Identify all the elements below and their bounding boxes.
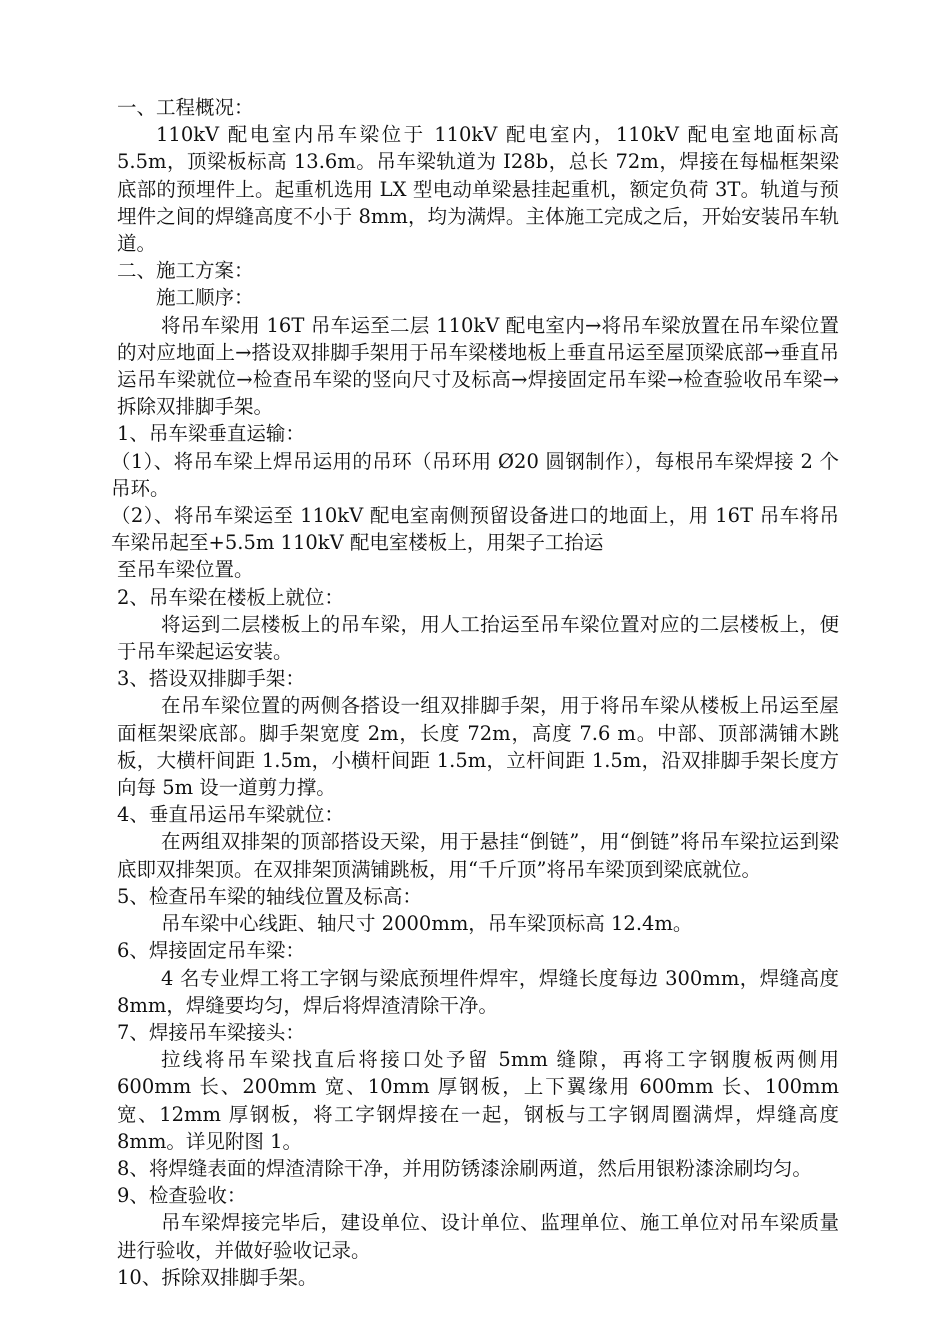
sequence-paragraph: 将吊车梁用 16T 吊车运至二层 110kV 配电室内→将吊车梁放置在吊车梁位置的对应地面上→搭设双排脚手架用于吊车梁楼地板上垂直吊运至屋顶梁底部→垂直吊运吊车梁就位→检查吊车梁的竖向尺寸及标高→焊接固定吊车梁→检查验收吊车梁→拆除双排脚手架。: [117, 313, 839, 419]
step-1-item-2: （2）、将吊车梁运至 110kV 配电室南侧预留设备进口的地面上，用 16T 吊车将吊车梁吊起至+5.5m 110kV 配电室楼板上，用架子工抬运: [111, 504, 839, 555]
step-3-paragraph: 在吊车梁位置的两侧各搭设一组双排脚手架，用于将吊车梁从楼板上吊运至屋面框架梁底部。脚手架宽度 2m，长度 72m，高度 7.6 m。中部、顶部满铺木跳板，大横杆间距 1.5m，小横杆间距 1.5m，立杆间距 1.5m，沿双排脚手架长度方向每 5m 设一道剪力撑。: [117, 694, 839, 800]
step-heading-5: 5、检查吊车梁的轴线位置及标高：: [117, 884, 422, 908]
step-4-paragraph: 在两组双排架的顶部搭设天梁，用于悬挂“倒链”，用“倒链”将吊车梁拉运到梁底即双排架顶。在双排架顶满铺跳板，用“千斤顶”将吊车梁顶到梁底就位。: [117, 830, 839, 881]
step-heading-3: 3、搭设双排脚手架：: [117, 667, 305, 691]
step-heading-1: 1、吊车梁垂直运输：: [117, 422, 305, 446]
step-8-paragraph: 8、将焊缝表面的焊渣清除干净，并用防锈漆涂刷两道，然后用银粉漆涂刷均匀。: [117, 1156, 812, 1180]
step-heading-10: 10、拆除双排脚手架。: [117, 1265, 318, 1289]
section-heading-overview: 一、工程概况：: [117, 96, 254, 119]
step-heading-2: 2、吊车梁在楼板上就位：: [117, 585, 344, 609]
step-5-paragraph: 吊车梁中心线距、轴尺寸 2000mm，吊车梁顶标高 12.4m。: [161, 912, 693, 936]
step-2-paragraph: 将运到二层楼板上的吊车梁，用人工抬运至吊车梁位置对应的二层楼板上，便于吊车梁起运安装。: [117, 612, 839, 664]
step-heading-6: 6、焊接固定吊车梁：: [117, 939, 305, 963]
step-7-paragraph: 拉线将吊车梁找直后将接口处予留 5mm 缝隙，再将工字钢腹板两侧用 600mm 长、200mm 宽、10mm 厚钢板，上下翼缘用 600mm 长、100mm 宽、12mm 厚钢板，将工字钢焊接在一起，钢板与工字钢周圈满焊，焊缝高度 8mm。详见附图 1。: [117, 1048, 839, 1153]
step-6-paragraph: 4 名专业焊工将工字钢与梁底预埋件焊牢，焊缝长度每边 300mm，焊缝高度 8mm，焊缝要均匀，焊后将焊渣清除干净。: [117, 966, 839, 1017]
section-heading-plan: 二、施工方案：: [117, 259, 254, 283]
overview-paragraph: 110kV 配电室内吊车梁位于 110kV 配电室内，110kV 配电室地面标高 5.5m，顶梁板标高 13.6m。吊车梁轨道为 I28b，总长 72m，焊接在每榀框架梁底部的预埋件上。起重机选用 LX 型电动单梁悬挂起重机，额定负荷 3T。轨道与预埋件之间的焊缝高度不小于 8mm，均为满焊。主体施工完成之后，开始安装吊车轨道。: [117, 123, 839, 256]
sequence-label: 施工顺序：: [156, 286, 254, 310]
step-9-paragraph: 吊车梁焊接完毕后，建设单位、设计单位、监理单位、施工单位对吊车梁质量进行验收，并做好验收记录。: [117, 1211, 839, 1262]
step-1-item-2-continuation: 至吊车梁位置。: [117, 558, 254, 582]
step-heading-9: 9、检查验收：: [117, 1184, 247, 1208]
step-heading-4: 4、垂直吊运吊车梁就位：: [117, 803, 344, 827]
step-heading-7: 7、焊接吊车梁接头：: [117, 1020, 305, 1044]
step-1-item-1: （1）、将吊车梁上焊吊运用的吊环（吊环用 Ø20 圆钢制作），每根吊车梁焊接 2 个吊环。: [111, 449, 839, 500]
document-page: [111, 94, 839, 1291]
